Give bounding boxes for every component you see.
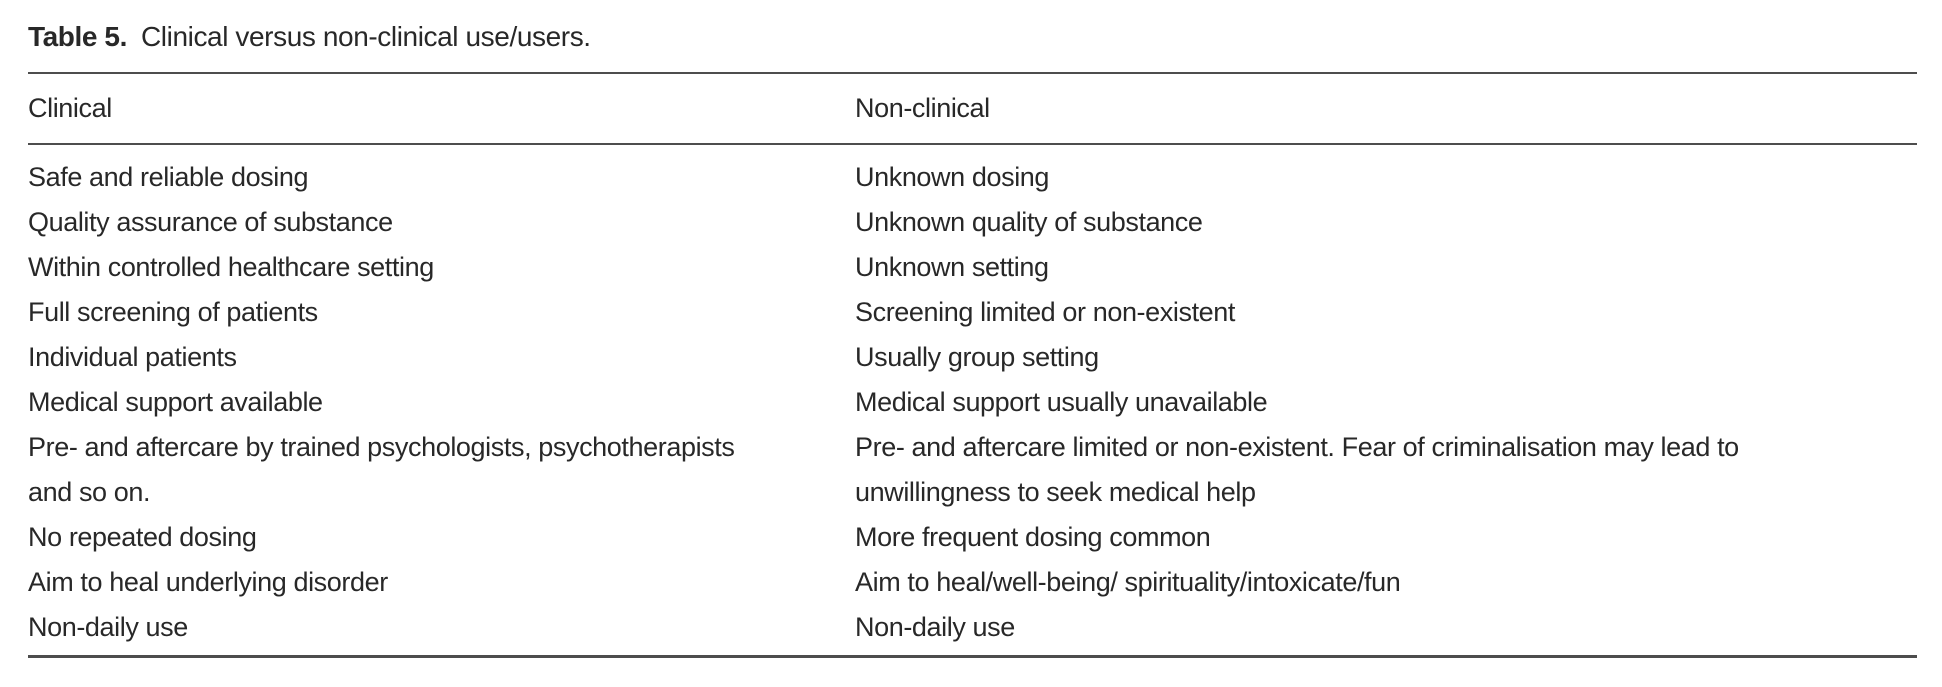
table-row [28, 290, 1917, 335]
non-clinical-cell: Aim to heal/well-being/ spirituality/intoxicate/fun [855, 567, 1401, 597]
clinical-cell: Non-daily use [28, 612, 188, 642]
clinical-cell: Within controlled healthcare setting [28, 252, 434, 282]
table-caption [28, 20, 591, 54]
clinical-cell: No repeated dosing [28, 522, 257, 552]
table-row [28, 245, 1917, 290]
bottom-rule [28, 655, 1917, 658]
table-row [28, 380, 1917, 425]
table-caption-label: Table 5. [28, 21, 127, 52]
table-row [28, 155, 1917, 200]
non-clinical-cell: Medical support usually unavailable [855, 387, 1268, 417]
table-row [28, 425, 1917, 515]
table-row [28, 605, 1917, 650]
clinical-cell: Individual patients [28, 342, 237, 372]
non-clinical-cell: Non-daily use [855, 612, 1015, 642]
non-clinical-cell: Unknown setting [855, 252, 1049, 282]
clinical-cell: Safe and reliable dosing [28, 162, 309, 192]
table-row [28, 515, 1917, 560]
non-clinical-cell: Pre- and aftercare limited or non-existent. Fear of criminalisation may lead to unwillingness to seek medical help [855, 432, 1739, 507]
non-clinical-cell: More frequent dosing common [855, 522, 1211, 552]
table-header-row [28, 74, 1917, 143]
table-body [28, 145, 1917, 650]
clinical-cell: Medical support available [28, 387, 323, 417]
clinical-cell: Quality assurance of substance [28, 207, 393, 237]
clinical-cell: Pre- and aftercare by trained psychologists, psychotherapists and so on. [28, 432, 735, 507]
table-caption-text: Clinical versus non-clinical use/users. [140, 21, 591, 52]
table-row [28, 200, 1917, 245]
non-clinical-cell: Usually group setting [855, 342, 1099, 372]
table-row [28, 335, 1917, 380]
table-row [28, 560, 1917, 605]
non-clinical-cell: Screening limited or non-existent [855, 297, 1236, 327]
clinical-cell: Aim to heal underlying disorder [28, 567, 388, 597]
non-clinical-cell: Unknown quality of substance [855, 207, 1203, 237]
clinical-cell: Full screening of patients [28, 297, 318, 327]
non-clinical-cell: Unknown dosing [855, 162, 1050, 192]
column-header-non-clinical: Non-clinical [855, 93, 990, 123]
column-header-clinical: Clinical [28, 93, 112, 123]
